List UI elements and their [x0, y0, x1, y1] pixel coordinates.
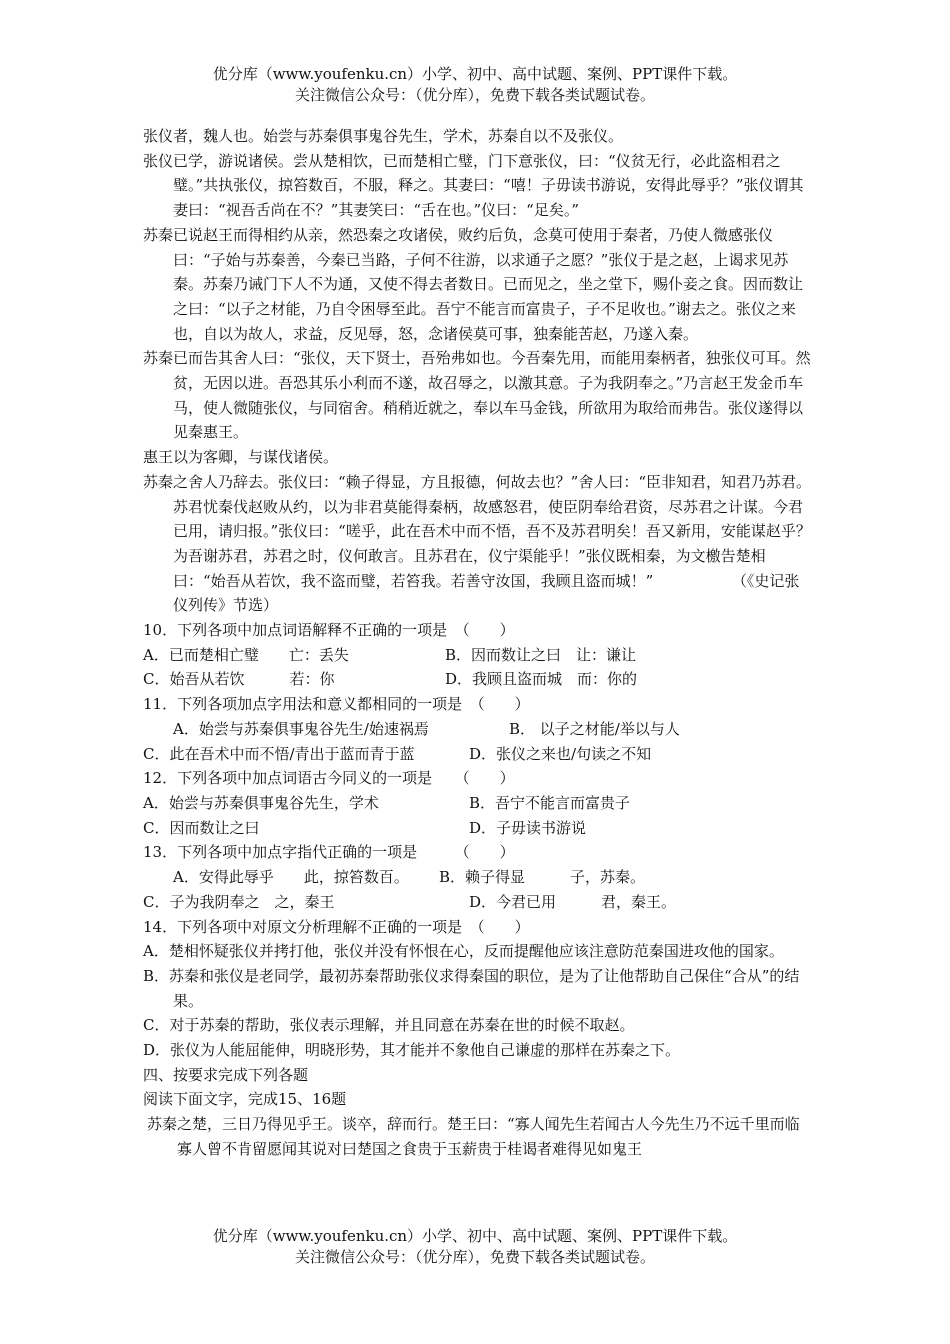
question-10-stem: 10．下列各项中加点词语解释不正确的一项是 （ ）: [143, 621, 515, 640]
passage-paragraph-6-text: 苏秦之舍人乃辞去。张仪曰：“赖子得显，方且报德，何故去也？”舍人曰：“臣非知君，知君乃苏君。苏君忧秦伐赵败从约，以为非君莫能得秦柄，故感怒君，使臣阴奉给君资，尽苏君之计谋。今君已用，请归报。”张仪曰：“嗟乎，此在吾术中而不悟，吾不及苏君明矣！吾又新用，安能谋赵乎？为吾谢苏君，苏君之时，仪何敢言。且苏君在，仪宁渠能乎！”张仪既相秦，为文檄告楚相曰：“始吾从若饮，我不盗而璧，若笞我。若善守汝国，我顾且盗而城！”: [143, 472, 812, 590]
section-4-passage-text: 苏秦之楚，三日乃得见乎王。谈卒，辞而行。楚王曰：“寡人闻先生若闻古人今先生乃不远千里而临寡人曾不肯留愿闻其说对曰楚国之食贵于玉薪贵于桂谒者难得见如鬼王: [147, 1115, 800, 1158]
passage-source: （《史记张仪列传》节选）: [173, 571, 800, 615]
question-11-options-cd: [143, 742, 813, 767]
question-12-option-b: B．吾宁不能言而富贵子: [469, 793, 631, 812]
question-10-option-c: C．始吾从若饮 若：你: [143, 670, 335, 689]
question-13-stem: 13．下列各项中加点字指代正确的一项是 （ ）: [143, 843, 515, 862]
passage-paragraph-6: [143, 470, 813, 618]
question-10-option-d: D．我顾且盗而城 而：你的: [445, 670, 638, 689]
page-header: [0, 64, 950, 106]
question-13-option-c: C．子为我阴奉之 之，秦王: [143, 892, 335, 911]
question-11-option-b: B． 以子之材能/举以与人: [509, 719, 680, 738]
question-12-option-d: D．子毋读书游说: [469, 818, 587, 837]
question-11-option-a: A．始尝与苏秦俱事鬼谷先生/始速祸焉: [173, 719, 429, 738]
question-10-options-cd: [143, 667, 813, 692]
question-12-option-c: C．因而数让之曰: [143, 818, 260, 837]
passage-paragraph-1: 张仪者，魏人也。始尝与苏秦俱事鬼谷先生，学术，苏秦自以不及张仪。: [143, 127, 624, 145]
question-13-option-d: D．今君已用 君，秦王。: [469, 892, 677, 911]
header-line-2: 关注微信公众号：（优分库），免费下载各类试题试卷。: [294, 86, 655, 104]
question-12-options-cd: [143, 816, 813, 841]
passage-paragraph-3: 苏秦已说赵王而得相约从亲，然恐秦之攻诸侯，败约后负，念莫可使用于秦者，乃使人微感张仪曰：“子始与苏秦善，今秦已当路，子何不往游，以求通子之愿？”张仪于是之赵，上谒求见苏秦。苏秦乃诫门下人不为通，又使不得去者数日。已而见之，坐之堂下，赐仆妾之食。因而数让之曰：“以子之材能，乃自令困辱至此。吾宁不能言而富贵子，子不足收也。”谢去之。张仪之来也，自以为故人，求益，反见辱，怒，念诸侯莫可事，独秦能苦赵，乃遂入秦。: [143, 225, 804, 343]
question-14-option-a: A．楚相怀疑张仪并拷打他，张仪并没有怀恨在心，反而提醒他应该注意防范秦国进攻他的国家。: [143, 942, 784, 961]
question-10-option-a: A．已而楚相亡璧 亡：丢失: [143, 645, 349, 664]
question-14-stem: 14．下列各项中对原文分析理解不正确的一项是 （ ）: [143, 917, 530, 936]
question-12-option-a: A．始尝与苏秦俱事鬼谷先生，学术: [143, 793, 379, 812]
question-13-options-ab: [143, 865, 813, 890]
header-line-1: 优分库（www.youfenku.cn）小学、初中、高中试题、案例、PPT课件下载。: [212, 65, 738, 83]
question-14-option-c: C．对于苏秦的帮助，张仪表示理解，并且同意在苏秦在世的时候不取赵。: [143, 1016, 635, 1035]
question-10-option-b: B．因而数让之曰 让：谦让: [445, 645, 637, 664]
footer-line-2: 关注微信公众号：（优分库），免费下载各类试题试卷。: [294, 1248, 655, 1266]
question-13-option-b: B．赖子得显 子，苏秦。: [439, 868, 646, 887]
footer-line-1: 优分库（www.youfenku.cn）小学、初中、高中试题、案例、PPT课件下载。: [212, 1227, 738, 1245]
question-14-option-b: B．苏秦和张仪是老同学，最初苏秦帮助张仪求得秦国的职位，是为了让他帮助自己保住“合从”的结果。: [143, 966, 800, 1010]
section-4-passage: [143, 1112, 813, 1161]
question-11-option-c: C．此在吾术中而不悟/青出于蓝而青于蓝: [143, 744, 415, 763]
question-11-stem: 11．下列各项加点字用法和意义都相同的一项是 （ ）: [143, 695, 530, 714]
question-13-option-a: A．安得此辱乎 此，掠笞数百。: [173, 868, 409, 887]
question-11-options-ab: [143, 717, 813, 742]
question-14-option-d: D．张仪为人能屈能伸，明晓形势，其才能并不象他自己谦虚的那样在苏秦之下。: [143, 1041, 681, 1060]
question-12-options-ab: [143, 791, 813, 816]
passage-paragraph-4: 苏秦已而告其舍人曰：“张仪，天下贤士，吾殆弗如也。今吾秦先用，而能用秦柄者，独张仪可耳。然贫，无因以进。吾恐其乐小利而不遂，故召辱之，以激其意。子为我阴奉之。”乃言赵王发金币车马，使人微随张仪，与同宿舍。稍稍近就之，奉以车马金钱，所欲用为取给而弗告。张仪遂得以见秦惠王。: [143, 349, 811, 442]
question-11-option-d: D．张仪之来也/句读之不知: [469, 744, 652, 763]
document-body: [143, 124, 813, 1162]
passage-paragraph-5: 惠王以为客卿，与谋伐诸侯。: [143, 448, 339, 467]
page-footer: [0, 1226, 950, 1268]
question-13-options-cd: [143, 890, 813, 915]
section-4-intro: 阅读下面文字，完成15、16题: [143, 1090, 347, 1109]
passage-paragraph-2: 张仪已学，游说诸侯。尝从楚相饮，已而楚相亡璧，门下意张仪，曰：“仪贫无行，必此盗相君之璧。”共执张仪，掠笞数百，不服，释之。其妻曰：“嘻！子毋读书游说，安得此辱乎？”张仪谓其妻曰：“视吾舌尚在不？”其妻笑曰：“舌在也。”仪曰：“足矣。”: [143, 151, 804, 220]
section-4-title: 四、按要求完成下列各题: [143, 1065, 309, 1084]
question-12-stem: 12．下列各项中加点词语古今同义的一项是 （ ）: [143, 769, 515, 788]
question-10-options-ab: [143, 643, 813, 668]
